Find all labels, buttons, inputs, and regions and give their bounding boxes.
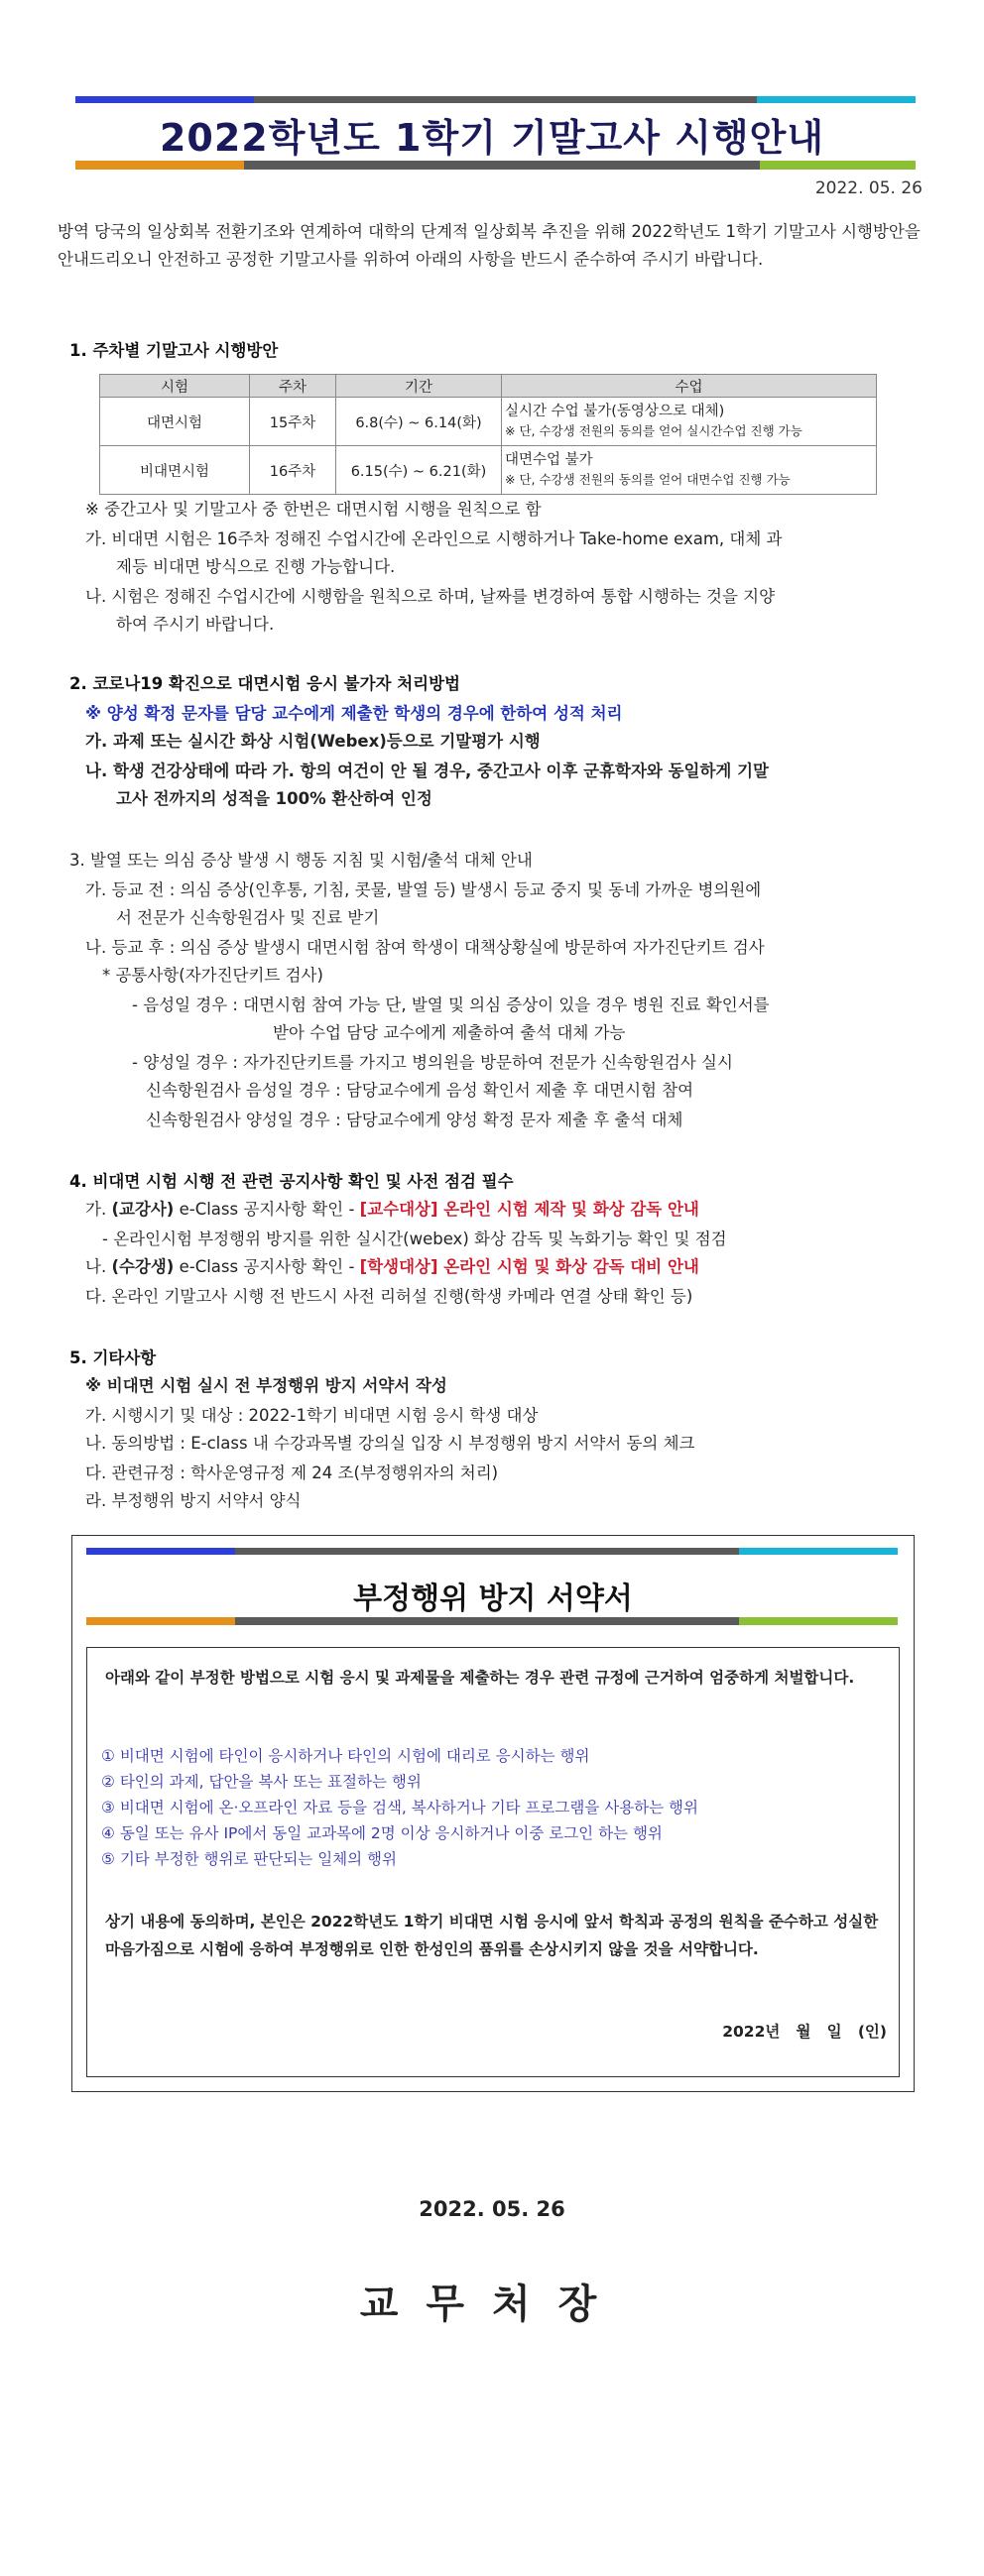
section3-item-na: 나. 등교 후 : 의심 증상 발생시 대면시험 참여 학생이 대책상황실에 방문하여 자가진단키트 검사: [85, 938, 765, 957]
section4-item-ga: [85, 1196, 699, 1224]
section4-item-na: [85, 1253, 699, 1281]
section5-heading: 5. 기타사항: [69, 1348, 157, 1367]
week-cell: 16주차: [250, 446, 336, 495]
pledge-bar-top-gray: [235, 1548, 739, 1555]
pledge-bar-bottom-green: [739, 1617, 898, 1625]
section3-item-ga: 가. 등교 전 : 의심 증상(인후통, 기침, 콧물, 발열 등) 발생시 등교 중지 및 동네 가까운 병의원에: [85, 880, 762, 899]
lecture-text: 실시간 수업 불가(동영상으로 대체): [505, 404, 725, 419]
section3-rat-negative: 신속항원검사 음성일 경우 : 담당교수에게 음성 확인서 제출 후 대면시험 참여: [146, 1081, 694, 1100]
section3-negative-cont: 받아 수업 담당 교수에게 제출하여 출석 대체 가능: [273, 1023, 626, 1042]
section2-note: ※ 양성 확정 문자를 담당 교수에게 제출한 학생의 경우에 한하여 성적 처리: [85, 704, 623, 723]
pledge-form: [71, 1535, 915, 2092]
pledge-item: ③ 비대면 시험에 온·오프라인 자료 등을 검색, 복사하거나 기타 프로그램을 사용하는 행위: [101, 1799, 699, 1816]
section4-ga-prefix: 가.: [85, 1200, 112, 1219]
pledge-item: ① 비대면 시험에 타인이 응시하거나 타인의 시험에 대리로 응시하는 행위: [101, 1747, 590, 1765]
week-cell: 15주차: [250, 398, 336, 446]
exam-schedule-table: [99, 374, 877, 495]
section5-note: ※ 비대면 시험 실시 전 부정행위 방지 서약서 작성: [85, 1376, 447, 1395]
section2-heading: 2. 코로나19 확진으로 대면시험 응시 불가자 처리방법: [69, 674, 460, 693]
pledge-signature-line: 2022년 월 일 (인): [722, 2023, 887, 2041]
header-bar-bottom-gray: [244, 161, 760, 170]
section4-ga-notice-link: [교수대상] 온라인 시험 제작 및 화상 감독 안내: [359, 1200, 699, 1219]
section1-item-na-cont: 하여 주시기 바랍니다.: [116, 615, 275, 634]
section5-item-ra: 라. 부정행위 방지 서약서 양식: [85, 1491, 302, 1510]
pledge-bar-bottom-orange: [86, 1617, 235, 1625]
pledge-item: ⑤ 기타 부정한 행위로 판단되는 일체의 행위: [101, 1850, 397, 1868]
section3-negative: - 음성일 경우 : 대면시험 참여 가능 단, 발열 및 의심 증상이 있을 경우 병원 진료 확인서를: [132, 995, 770, 1014]
table-header-row: [100, 375, 877, 398]
section1-item-ga-cont: 제등 비대면 방식으로 진행 가능합니다.: [116, 557, 396, 576]
section3-positive: - 양성일 경우 : 자가진단키트를 가지고 병의원을 방문하여 전문가 신속항원검사 실시: [132, 1053, 733, 1072]
pledge-item: ④ 동일 또는 유사 IP에서 동일 교과목에 2명 이상 응시하거나 이중 로그인 하는 행위: [101, 1824, 663, 1842]
period-cell: 6.15(수) ~ 6.21(화): [336, 446, 502, 495]
issuer-title: 교무처장: [359, 2282, 625, 2327]
footer-date: 2022. 05. 26: [419, 2197, 565, 2221]
section5-item-na: 나. 동의방법 : E-class 내 수강과목별 강의실 입장 시 부정행위 방지 서약서 동의 체크: [85, 1434, 695, 1453]
table-header-cell: 수업: [502, 375, 877, 398]
header-bar-top-cyan: [757, 96, 916, 103]
header-bar-top-blue: [75, 96, 254, 103]
pledge-item: ② 타인의 과제, 답안을 복사 또는 표절하는 행위: [101, 1773, 422, 1791]
table-header-cell: 주차: [250, 375, 336, 398]
pledge-agreement: 상기 내용에 동의하며, 본인은 2022학년도 1학기 비대면 시험 응시에 앞서 학칙과 공정의 원칙을 준수하고 성실한 마음가짐으로 시험에 응하여 부정행위로 인한 한성인의 품위를 손상시키지 않을 것을 서약합니다.: [105, 1913, 879, 1958]
table-header-cell: 시험: [100, 375, 250, 398]
pledge-bar-top-cyan: [739, 1548, 898, 1555]
pledge-bar-top-blue: [86, 1548, 235, 1555]
lecture-note: ※ 단, 수강생 전원의 동의를 얻어 실시간수업 진행 가능: [505, 423, 802, 438]
section4-na-role: (수강생): [111, 1257, 175, 1276]
pledge-bar-bottom-gray: [235, 1617, 739, 1625]
pledge-content-box: [86, 1647, 900, 2077]
section4-na-prefix: 나.: [85, 1257, 112, 1276]
section4-ga-text: e-Class 공지사항 확인 -: [174, 1200, 360, 1219]
section3-rat-positive: 신속항원검사 양성일 경우 : 담당교수에게 양성 확정 문자 제출 후 출석 대체: [146, 1111, 683, 1129]
section3-item-ga-cont: 서 전문가 신속항원검사 및 진료 받기: [116, 908, 380, 927]
section1-heading: 1. 주차별 기말고사 시행방안: [69, 341, 279, 360]
lecture-note: ※ 단, 수강생 전원의 동의를 얻어 대면수업 진행 가능: [505, 472, 791, 487]
section3-common: * 공통사항(자가진단키트 검사): [102, 966, 323, 985]
lecture-text: 대면수업 불가: [505, 452, 593, 468]
section4-item-ga-sub: - 온라인시험 부정행위 방지를 위한 실시간(webex) 화상 감독 및 녹화기능 확인 및 점검: [102, 1229, 727, 1248]
section5-item-da: 다. 관련규정 : 학사운영규정 제 24 조(부정행위자의 처리): [85, 1464, 499, 1482]
section2-item-na: 나. 학생 건강상태에 따라 가. 항의 여건이 안 될 경우, 중간고사 이후 군휴학자와 동일하게 기말: [85, 761, 769, 780]
lecture-cell: [502, 398, 877, 446]
section1-note: ※ 중간고사 및 기말고사 중 한번은 대면시험 시행을 원칙으로 함: [85, 500, 542, 519]
section4-heading: 4. 비대면 시험 시행 전 관련 공지사항 확인 및 사전 점검 필수: [69, 1172, 514, 1191]
notice-date: 2022. 05. 26: [814, 178, 922, 198]
table-row: [100, 446, 877, 495]
header-bar-bottom-green: [760, 161, 916, 170]
section4-ga-role: (교강사): [111, 1200, 175, 1219]
table-header-cell: 기간: [336, 375, 502, 398]
section3-heading: 3. 발열 또는 의심 증상 발생 시 행동 지침 및 시험/출석 대체 안내: [69, 851, 533, 870]
section5-item-ga: 가. 시행시기 및 대상 : 2022-1학기 비대면 시험 응시 학생 대상: [85, 1406, 539, 1425]
pledge-title: 부정행위 방지 서약서: [353, 1581, 633, 1616]
lecture-cell: [502, 446, 877, 495]
table-row: [100, 398, 877, 446]
header-bar-bottom-orange: [75, 161, 244, 170]
section2-item-ga: 가. 과제 또는 실시간 화상 시험(Webex)등으로 기말평가 시행: [85, 732, 541, 751]
page-title: 2022학년도 1학기 기말고사 시행안내: [159, 116, 825, 160]
section2-item-na-cont: 고사 전까지의 성적을 100% 환산하여 인정: [116, 789, 432, 808]
section1-item-ga: 가. 비대면 시험은 16주차 정해진 수업시간에 온라인으로 시행하거나 Take-home exam, 대체 과: [85, 529, 783, 548]
section1-item-na: 나. 시험은 정해진 수업시간에 시행함을 원칙으로 하며, 날짜를 변경하여 통합 시행하는 것을 지양: [85, 587, 776, 606]
pledge-intro: 아래와 같이 부정한 방법으로 시험 응시 및 과제물을 제출하는 경우 관련 규정에 근거하여 엄중하게 처벌합니다.: [105, 1669, 855, 1687]
header-bar-top-gray: [254, 96, 757, 103]
section4-na-text: e-Class 공지사항 확인 -: [174, 1257, 360, 1276]
period-cell: 6.8(수) ~ 6.14(화): [336, 398, 502, 446]
intro-paragraph: 방역 당국의 일상회복 전환기조와 연계하여 대학의 단계적 일상회복 추진을 위해 2022학년도 1학기 기말고사 시행방안을 안내드리오니 안전하고 공정한 기말고사를 위하여 아래의 사항을 반드시 준수하여 주시기 바랍니다.: [58, 222, 921, 269]
exam-type-cell: 비대면시험: [100, 446, 250, 495]
section4-item-da: 다. 온라인 기말고사 시행 전 반드시 사전 리허설 진행(학생 카메라 연결 상태 확인 등): [85, 1287, 693, 1306]
exam-type-cell: 대면시험: [100, 398, 250, 446]
section4-na-notice-link: [학생대상] 온라인 시험 및 화상 감독 대비 안내: [359, 1257, 699, 1276]
